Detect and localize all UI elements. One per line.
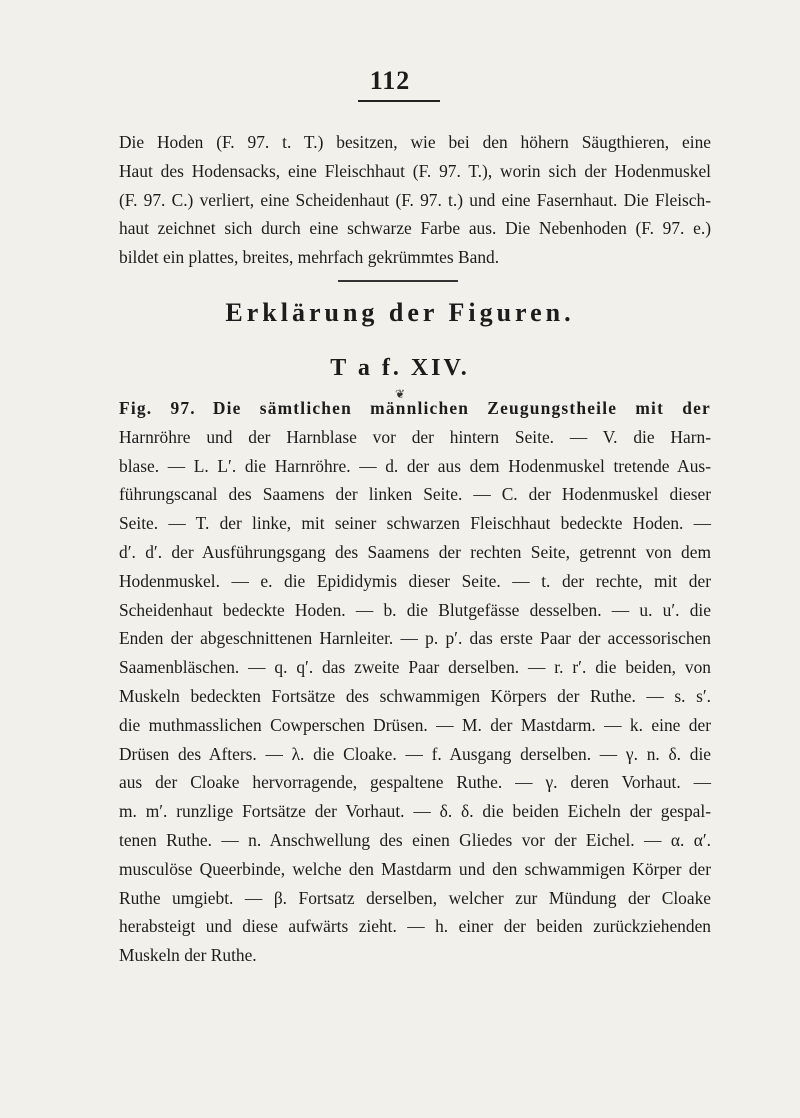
- text-line: m. m′. runzlige Fortsätze der Vorhaut. — δ. δ. die beiden Eicheln der gespal-: [119, 801, 711, 822]
- text-line: bildet ein plattes, breites, mehrfach gekrümmtes Band.: [119, 247, 500, 268]
- text-line: d′. d′. der Ausführungsgang des Saamens der rechten Seite, getrennt von dem: [119, 541, 711, 562]
- text-line: Enden der abgeschnittenen Harnleiter. — p. p′. das erste Paar der accessorischen: [119, 628, 711, 649]
- text-line: Harnröhre und der Harnblase vor der hintern Seite. — V. die Harn-: [119, 426, 711, 447]
- text-line: musculöse Queerbinde, welche den Mastdarm und den schwammigen Körper der: [119, 858, 711, 879]
- text-line: aus der Cloake hervorragende, gespaltene Ruthe. — γ. deren Vorhaut. —: [119, 772, 711, 793]
- text-line: herabsteigt und diese aufwärts zieht. — h. einer der beiden zurückziehenden: [119, 916, 711, 937]
- section-divider: [338, 280, 458, 282]
- text-line: Die Hoden (F. 97. t. T.) besitzen, wie bei den höhern Säugthieren, eine: [119, 132, 711, 152]
- page-number-underline: [358, 100, 440, 102]
- text-line: Hodenmuskel. — e. die Epididymis dieser Seite. — t. der rechte, mit der: [119, 570, 711, 591]
- figure-caption-start: Die sämtlichen männlichen Zeugungstheile mit der: [212, 398, 711, 418]
- text-line: Drüsen des Afters. — λ. die Cloake. — f. Ausgang derselben. — γ. n. δ. die: [119, 743, 711, 764]
- text-line: Scheidenhaut bedeckte Hoden. — b. die Blutgefässe desselben. — u. u′. die: [119, 599, 711, 620]
- plate-label: T a f. XIV.: [330, 355, 470, 381]
- explanation-lead-line: [119, 394, 711, 423]
- text-line: Ruthe umgiebt. — β. Fortsatz derselben, welcher zur Mündung der Cloake: [119, 887, 711, 908]
- text-line: (F. 97. C.) verliert, eine Scheidenhaut (F. 97. t.) und eine Fasernhaut. Die Fleisch-: [119, 189, 711, 210]
- figure-explanation: [119, 394, 711, 970]
- page-number: 112: [369, 66, 411, 95]
- section-heading: Erklärung der Figuren.: [225, 298, 575, 327]
- text-line: Haut des Hodensacks, eine Fleischhaut (F. 97. T.), worin sich der Hodenmuskel: [119, 160, 711, 181]
- text-line: die muthmasslichen Cowperschen Drüsen. — M. der Mastdarm. — k. eine der: [119, 714, 711, 735]
- text-line: tenen Ruthe. — n. Anschwellung des einen Gliedes vor der Eichel. — α. α′.: [119, 829, 711, 850]
- figure-number: Fig. 97.: [119, 398, 196, 418]
- text-line: führungscanal des Saamens der linken Seite. — C. der Hodenmuskel dieser: [119, 484, 711, 505]
- text-line: Muskeln bedeckten Fortsätze des schwammigen Körpers der Ruthe. — s. s′.: [119, 685, 711, 706]
- text-line: haut zeichnet sich durch eine schwarze Farbe aus. Die Nebenhoden (F. 97. e.): [119, 218, 711, 239]
- text-line: Muskeln der Ruthe.: [119, 945, 257, 966]
- ornament-mark: ❦: [394, 387, 406, 401]
- text-line: Seite. — T. der linke, mit seiner schwarzen Fleischhaut bedeckte Hoden. —: [119, 513, 711, 534]
- text-line: blase. — L. L′. die Harnröhre. — d. der aus dem Hodenmuskel tretende Aus-: [119, 455, 711, 476]
- intro-paragraph: [119, 128, 711, 272]
- text-line: Saamenbläschen. — q. q′. das zweite Paar derselben. — r. r′. die beiden, von: [119, 657, 711, 678]
